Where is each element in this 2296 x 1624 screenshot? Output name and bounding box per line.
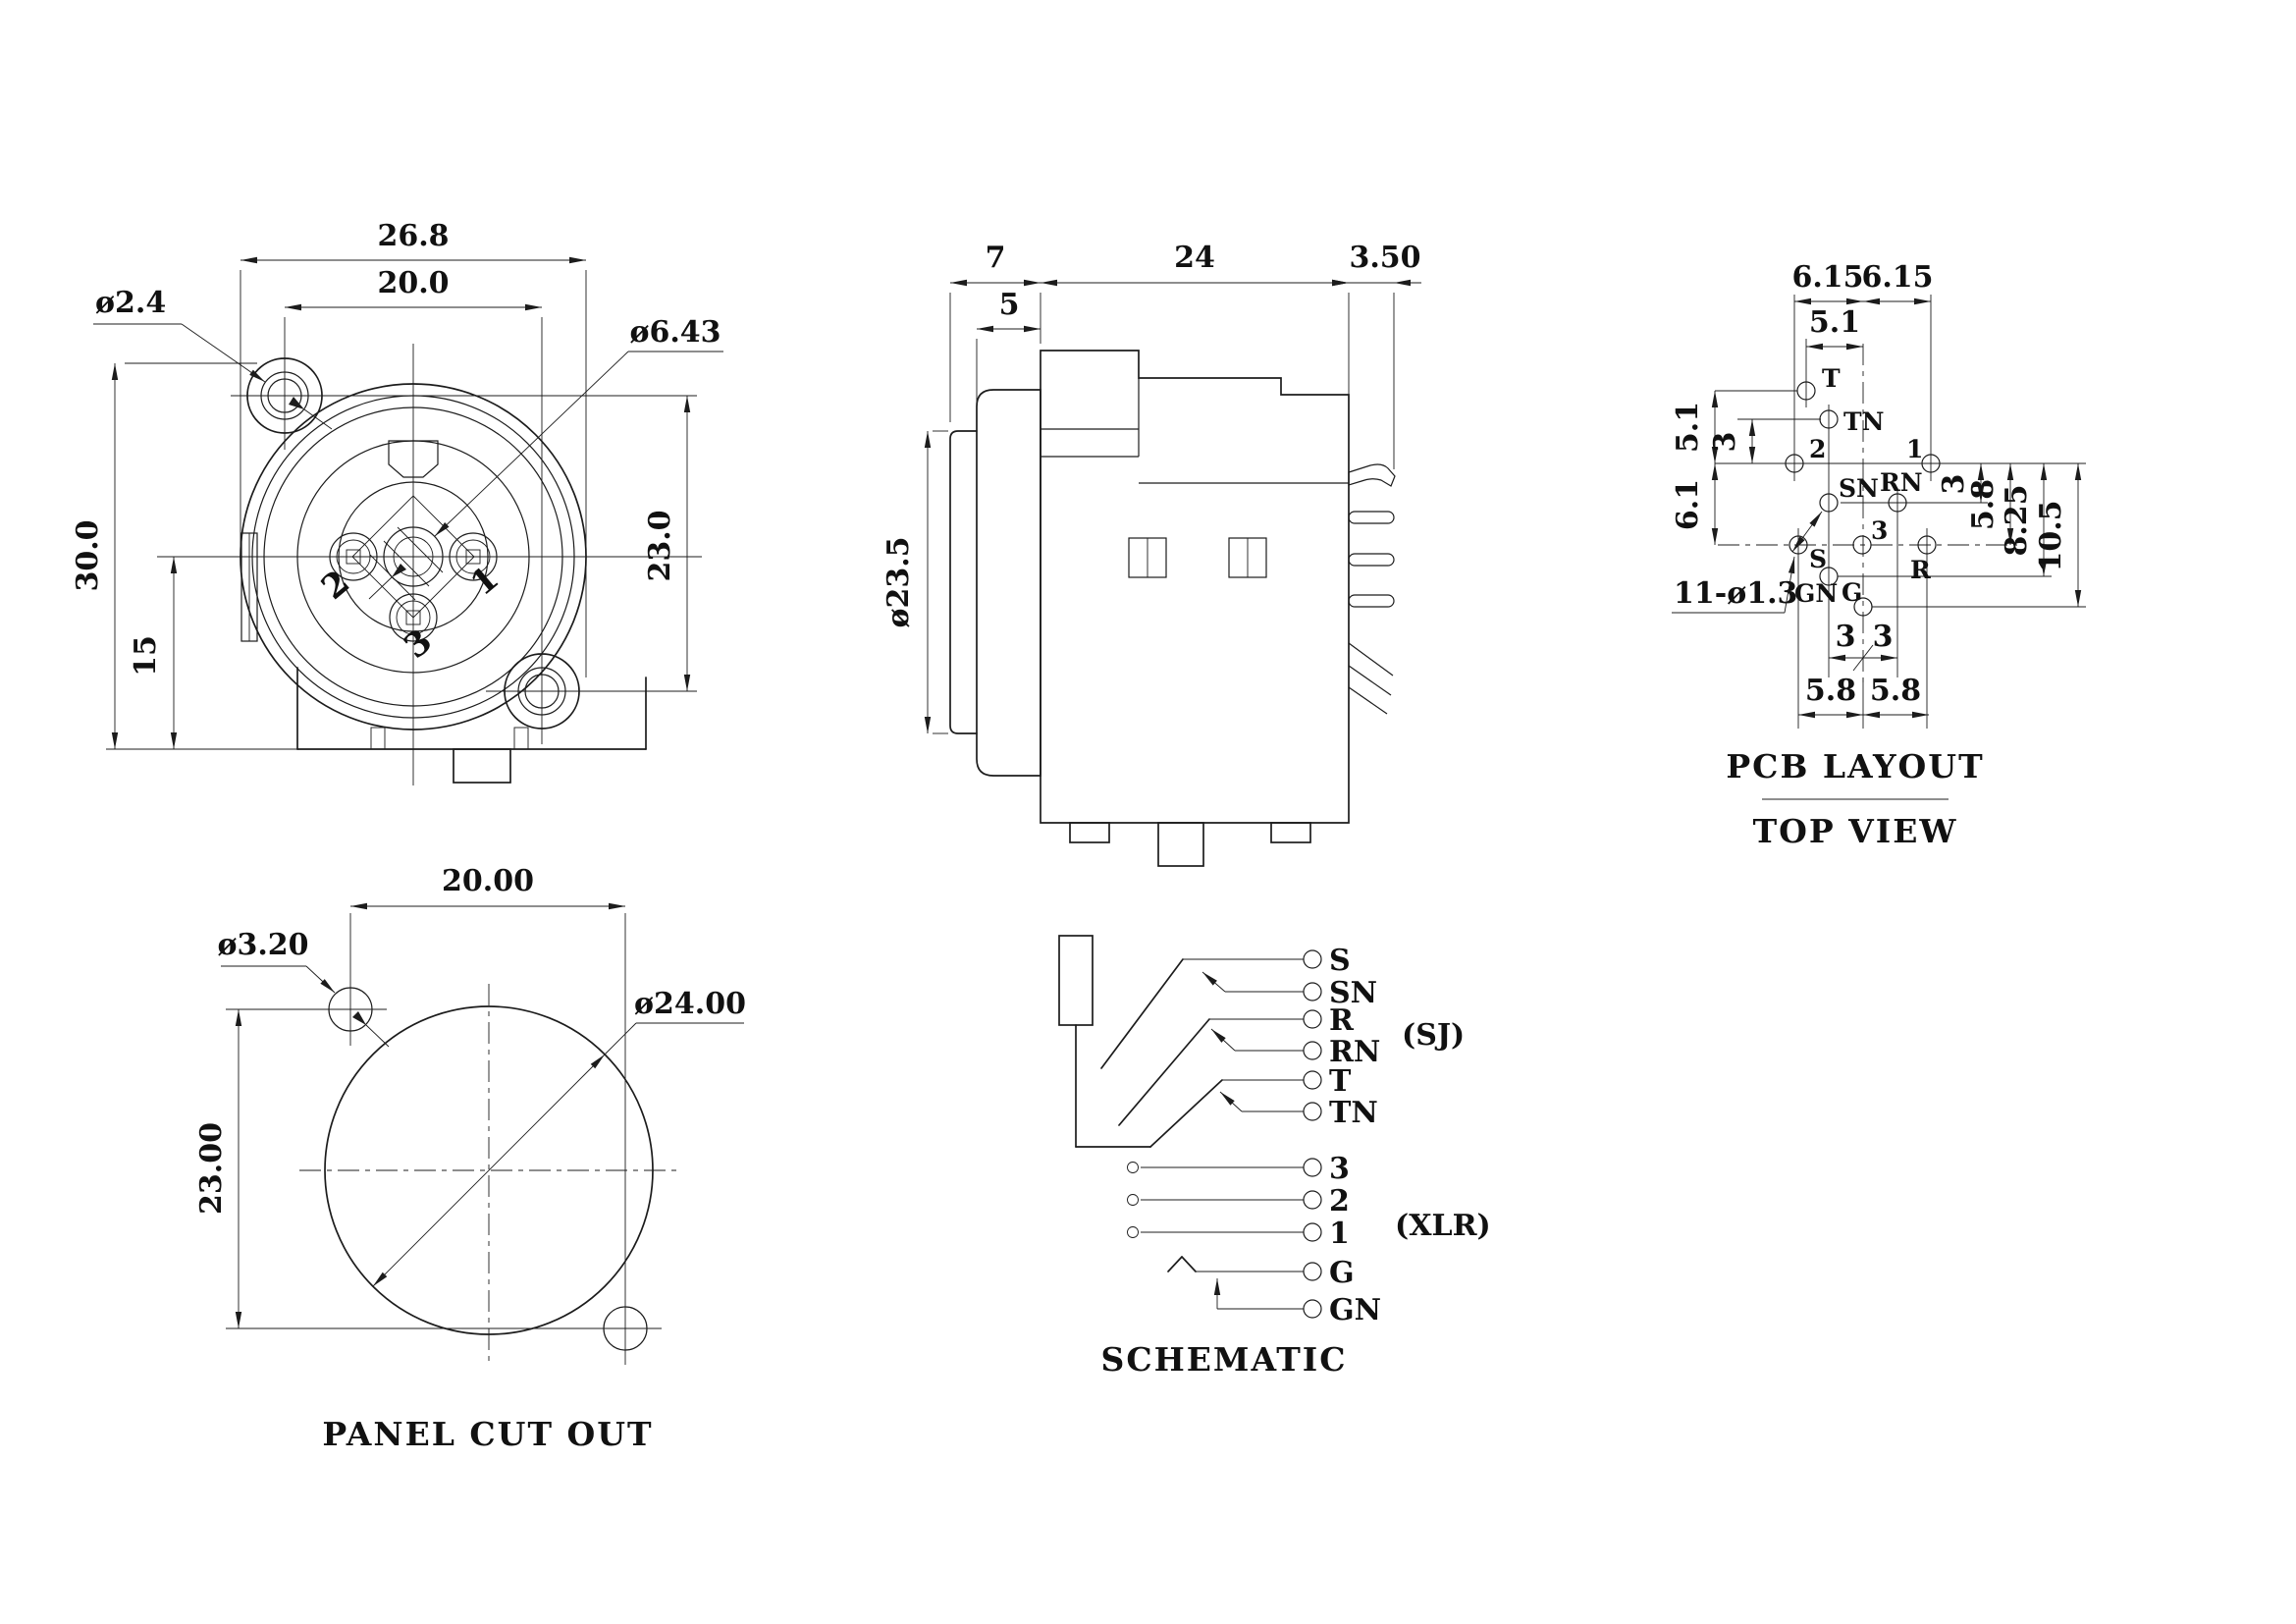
jack-sleeve-symbol	[1059, 936, 1093, 1025]
pcb-dim-left-b: 3	[1708, 431, 1742, 453]
pcb-dim-right-c: 8.25	[2000, 484, 2034, 557]
panel-dim-height: 23.00	[194, 1122, 229, 1215]
side-view	[881, 241, 1421, 866]
side-dim-barrel-dia: ø23.5	[881, 536, 916, 628]
gnd-terminal-G: G	[1329, 1256, 1355, 1290]
panel-cutout-view	[194, 864, 746, 1453]
front-dim-width-outer: 26.8	[377, 219, 450, 253]
front-dim-height-lower: 15	[129, 635, 163, 677]
pcb-leader-note: 11-ø1.3	[1674, 576, 1798, 611]
rear-body	[1041, 351, 1349, 823]
xlr-terminal-2: 2	[1329, 1184, 1350, 1218]
pcb-dim-bot-c: 5.8	[1804, 674, 1857, 708]
side-dim-flange: 5	[998, 288, 1020, 322]
pcb-dim-left-a: 5.1	[1671, 401, 1705, 454]
hook-pin	[1349, 464, 1395, 486]
panel-title: PANEL CUT OUT	[322, 1415, 654, 1453]
pcb-label-S: S	[1809, 545, 1828, 573]
pcb-dim-bot-d: 5.8	[1869, 674, 1922, 708]
foot-right	[1271, 823, 1310, 842]
pcb-dim-top-left: 6.15	[1791, 260, 1864, 295]
front-dim-width-inner: 20.0	[377, 266, 450, 300]
pcb-label-1: 1	[1906, 435, 1924, 463]
pcb-dim-bot-a: 3	[1835, 620, 1856, 654]
pcb-dim-right-d: 10.5	[2034, 500, 2068, 572]
mounting-ear-bottom-right	[486, 638, 697, 744]
flange-plate	[977, 390, 1041, 776]
front-dim-height-outer: 30.0	[71, 519, 105, 592]
pin-label-3: 3	[397, 622, 440, 667]
pcb-dim-right-a: 3	[1937, 473, 1971, 495]
solder-pin	[1349, 595, 1394, 607]
schematic-title: SCHEMATIC	[1100, 1340, 1348, 1379]
sj-terminal-TN: TN	[1329, 1096, 1378, 1130]
panel-dim-big-hole: ø24.00	[634, 987, 746, 1021]
pcb-dim-top-inner: 5.1	[1808, 305, 1861, 340]
pcb-title-line1: PCB LAYOUT	[1726, 747, 1985, 785]
side-dim-body-depth: 24	[1174, 241, 1215, 275]
gnd-terminal-GN: GN	[1329, 1293, 1382, 1327]
front-dim-ear-hole: ø2.4	[95, 286, 167, 320]
xlr-group-label: (XLR)	[1395, 1209, 1491, 1243]
pcb-dim-top-right: 6.15	[1861, 260, 1934, 295]
foot-left	[1070, 823, 1109, 842]
pcb-label-SN: SN	[1839, 474, 1879, 503]
sj-terminal-SN: SN	[1329, 976, 1378, 1010]
sj-terminal-T: T	[1329, 1064, 1352, 1099]
pcb-label-TN: TN	[1843, 407, 1885, 436]
pcb-label-R: R	[1910, 556, 1931, 584]
pin-label-1: 1	[463, 559, 507, 604]
front-view	[71, 219, 723, 785]
xlr-terminal-3: 3	[1329, 1152, 1350, 1186]
pcb-label-GN: GN	[1794, 579, 1839, 608]
xlr-terminal-1: 1	[1329, 1217, 1350, 1251]
side-dim-front-depth: 7	[985, 241, 1006, 275]
side-dim-pin-length: 3.50	[1349, 241, 1421, 275]
sj-terminal-RN: RN	[1329, 1035, 1381, 1069]
pcb-label-T: T	[1822, 364, 1841, 393]
pcb-dim-left-c: 6.1	[1671, 478, 1705, 531]
front-dim-center-hole: ø6.43	[629, 315, 721, 350]
pcb-dim-bot-b: 3	[1872, 620, 1894, 654]
foot-center	[1158, 823, 1203, 866]
pcb-dim-right-b: 5.8	[1966, 478, 2001, 531]
sj-terminal-R: R	[1329, 1003, 1354, 1038]
pcb-title-line2: TOP VIEW	[1752, 812, 1958, 850]
pcb-layout-view	[1671, 260, 2086, 850]
panel-dim-width: 20.00	[442, 864, 534, 898]
front-dim-height-right: 23.0	[643, 510, 677, 582]
pcb-label-2: 2	[1809, 435, 1827, 463]
pcb-label-RN: RN	[1880, 468, 1923, 497]
schematic-view	[1059, 936, 1491, 1379]
solder-pin	[1349, 512, 1394, 523]
panel-dim-small-hole: ø3.20	[217, 928, 309, 962]
bottom-tab	[454, 749, 510, 783]
pin-label-2: 2	[314, 563, 357, 608]
pcb-label-G: G	[1842, 578, 1863, 607]
sj-group-label: (SJ)	[1402, 1018, 1466, 1053]
barrel-front	[950, 431, 977, 733]
pcb-label-3: 3	[1871, 516, 1889, 545]
sj-terminal-S: S	[1329, 944, 1351, 978]
solder-pin	[1349, 554, 1394, 566]
